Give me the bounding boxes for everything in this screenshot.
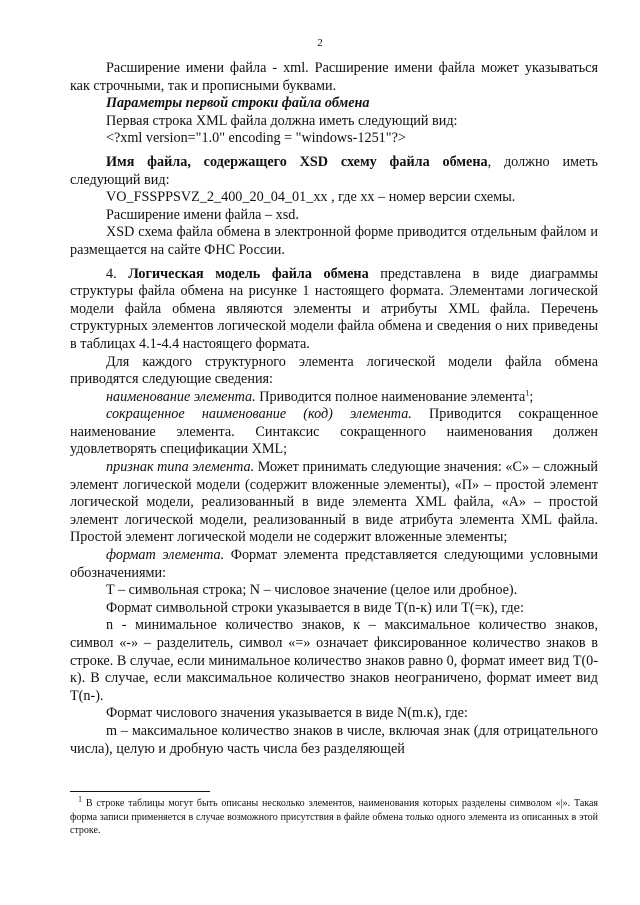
paragraph-number-format-details: m – максимальное количество знаков в числе, включая знак (для отрицательного числа), целую и дробную часть числа без разделяющей xyxy=(70,722,598,757)
element-format-desc: Формат элемента представляется следующими условными обозначениями: xyxy=(70,547,598,581)
paragraph-string-format: Формат символьной строки указывается в виде Т(n-к) или Т(=к), где: xyxy=(106,599,524,616)
paragraph-logical-model xyxy=(70,266,598,354)
xml-declaration-text: <?xml version="1.0" encoding = "windows-1251"?> xyxy=(106,130,406,147)
logical-model-heading: Логическая модель файла обмена xyxy=(128,265,369,282)
element-code-desc: Приводится сокращенное наименование элемента. Синтаксис сокращенного наименования должен удовлетворять спецификации XML; xyxy=(70,406,598,458)
paragraph-xsd-publication: XSD схема файла обмена в электронной форме приводится отдельным файлом и размещается на сайте ФНС России. xyxy=(70,224,598,258)
element-name-term: наименование элемента. xyxy=(106,388,256,405)
element-code-term: сокращенное наименование (код) элемента. xyxy=(106,406,412,423)
element-name-end: ; xyxy=(529,388,534,405)
xsd-name-heading: Имя файла, содержащего XSD схему файла обмена xyxy=(106,153,488,170)
paragraph-file-extension: Расширение имени файла - xml. Расширение имени файла может указываться как строчными, так и прописными буквами. xyxy=(70,60,598,94)
footnote-mark: 1 xyxy=(78,794,82,804)
document-body xyxy=(70,60,598,758)
paragraph-format-codes: T – символьная строка; N – числовое значение (целое или дробное). xyxy=(106,582,518,599)
footnote-separator xyxy=(70,791,210,792)
paragraph-number-format: Формат числового значения указывается в виде N(m.к), где: xyxy=(106,705,468,722)
element-type-desc: Может принимать следующие значения: «С» – сложный элемент логической модели (содержит вложенные элементы), «П» – простой элемент логической модели, реализованный в виде элемента XML файла, «А» – простой элемент логической модели, реализованный в виде атрибута элемента XML файла. Простой элемент логической модели не содержит вложенные элементы; xyxy=(70,459,598,546)
paragraph-xsd-extension: Расширение имени файла – xsd. xyxy=(106,206,299,223)
section-heading-first-line: Параметры первой строки файла обмена xyxy=(106,95,370,112)
paragraph-string-format-details: n - минимальное количество знаков, к – максимальное количество знаков, символ «-» – разделитель, символ «=» означает фиксированное количество знаков в строке. В случае, если минимальное количество знаков равно 0, формат имеет вид Т(0-к). В случае, если максимальное количество знаков неограничено, формат имеет вид Т(n-). xyxy=(70,617,598,704)
footnote-reference: 1 xyxy=(525,387,530,397)
element-name-desc: Приводится полное наименование элемента xyxy=(255,388,526,405)
paragraph-element-info-intro: Для каждого структурного элемента логической модели файла обмена приводятся следующие сведения: xyxy=(70,353,598,388)
element-format-term: формат элемента. xyxy=(106,547,225,564)
section-number: 4. xyxy=(106,265,129,282)
paragraph-element-type xyxy=(70,459,598,547)
footnote xyxy=(70,794,598,838)
page-number: 2 xyxy=(317,37,323,49)
element-type-term: признак типа элемента. xyxy=(106,459,255,476)
paragraph-xsd-filename: VO_FSSPPSVZ_2_400_20_04_01_xx , где xx – номер версии схемы. xyxy=(106,189,516,206)
paragraph-xsd-name xyxy=(70,154,598,189)
logical-model-text: представлена в виде диаграммы структуры файла обмена на рисунке 1 настоящего формата. Элементами логической модели файла обмена являются элементы и атрибуты XML файла. Перечень структурных элементов логической модели файла обмена и сведения о них приведены в таблицах 4.1-4.4 настоящего формата. xyxy=(70,265,599,352)
xsd-name-rest: , должно иметь следующий вид: xyxy=(70,153,598,188)
footnote-text: В строке таблицы могут быть описаны несколько элементов, наименования которых разделены символом «|». Такая форма записи применяется в случае возможного присутствия в файле обмена только одного элемента из описанных в этой строке. xyxy=(70,798,598,836)
paragraph-element-code xyxy=(70,406,598,459)
paragraph-element-format xyxy=(70,547,598,582)
paragraph-first-line-intro: Первая строка XML файла должна иметь следующий вид: xyxy=(106,112,458,129)
paragraph-element-name xyxy=(70,389,598,407)
